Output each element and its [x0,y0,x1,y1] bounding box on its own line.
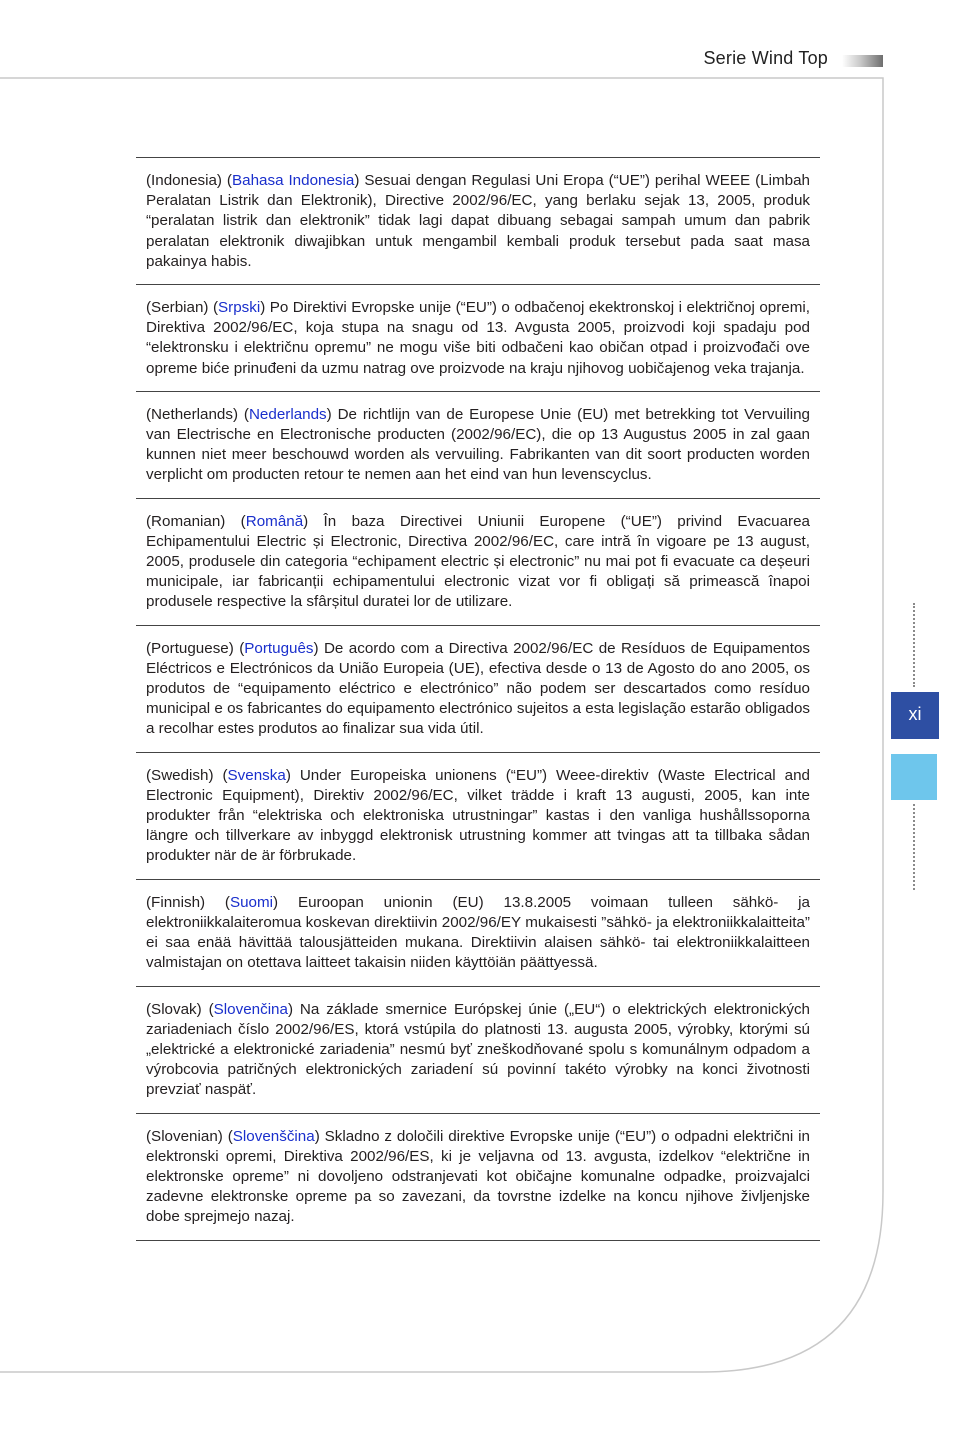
entry-prefix: (Portuguese) ( [146,639,245,657]
entry-prefix: (Netherlands) ( [146,405,249,423]
entry-text: ) Under Europeiska unionens (“EU”) Weee-direktiv (Waste Electrical and Electronic Equipment), Direktiv 2002/96/EC, vilket trädde i kraft 13 augusti, 2005, kan inte produkter från “elektriska och elektroniska utrustningar” kastas i den vanliga hushållssoporna längre och tillverkare av inbyggd elektronisk utrustning kommer att tvingas att ta tillbaka sådan produkter när de är förbrukade. [146,766,810,865]
entry-prefix: (Serbian) ( [146,299,218,317]
entry-romanian [136,499,820,626]
page-number-tab: xi [891,692,939,739]
entry-serbian [136,285,820,392]
entry-slovenian [136,1114,820,1241]
entry-text: ) Sesuai dengan Regulasi Uni Eropa (“UE”) perihal WEEE (Limbah Peralatan Listrik dan Elektronik), Directive 2002/96/EC, yang berlaku sejak 13, 2005, produk “peralatan listrik dan elektronik” tidak lagi dapat dibuang sebagai sampah umum dan pabrik peralatan elektronik diwajibkan untuk mengambil kembali produk tersebut pada saat masa pakainya habis. [146,172,810,270]
entry-text: ) Euroopan unionin (EU) 13.8.2005 voimaan tulleen sähkö- ja elektroniikkalaiteromua koskevan direktiivin 2002/96/EY mukaisesti ”sähkö- ja elektroniikkalaitteita” ei saa enää hävittää talousjätteiden mukana. Direktiivin alaisen sähkö- tai elektroniikkalaitteen valmistajan on otettava laitteet takaisin niiden käyttöiän päättyessä. [146,893,810,972]
side-dotted-line-bottom [913,804,915,890]
language-name: Slovenščina [232,1127,315,1145]
entry-text: ) De acordo com a Directiva 2002/96/EC de Resíduos de Equipamentos Eléctricos e Electrónicos da União Europeia (UE), efectiva desde o 13 de Agosto do ano 2005, os produtos de “equipamento eléctrico e electrónico” não podem ser descartados como resíduo municipal e os fabricantes do equipamento electrónico sujeitos a esta legislação estarão obligados a recolhar estes produtos ao finalizar sua vida útil. [146,639,810,738]
entry-prefix: (Slovak) ( [146,1000,214,1018]
entry-prefix: (Finnish) ( [146,893,230,911]
language-name: Nederlands [248,405,327,423]
entry-prefix: (Swedish) ( [146,766,228,784]
language-name: Suomi [229,893,274,911]
entry-prefix: (Indonesia) ( [146,172,232,189]
entry-text: ) Skladno z določili direktive Evropske unije (“EU”) o odpadni električni in elektronski opremi, Direktiva 2002/96/ES, ki je veljavna od 13. avgusta, izdelkov “električne in elektronske opreme” ni dovoljeno odstranjevati kot običajne komunalne odpadke, proizvajalci zadevne elektronske opreme pa so zavezani, da tovrstne izdelke na koncu njihove življenjske dobe sprejmejo nazaj. [146,1127,810,1226]
language-name: Português [244,639,314,657]
language-name: Slovenčina [213,1000,288,1018]
entry-portuguese [136,626,820,753]
entry-finnish [136,880,820,987]
entry-text: ) De richtlijn van de Europese Unie (EU) met betrekking tot Vervuiling van Electrische en Electronische producten (2002/96/EC), die op 13 Augustus 2005 in zal gaan kunnen niet meer beschouwd worden als vervuiling. Fabrikanten van dit soort producten worden verplicht om producten retour te nemen aan het eind van hun levenscyclus. [146,405,810,484]
weee-statements [136,157,820,1241]
entry-prefix: (Romanian) ( [146,512,246,530]
entry-text: ) Po Direktivi Evropske unije (“EU”) o odbačenoj ekektronskoj i električnoj opremi, Direktiva 2002/96/EC, koja stupa na snagu od 13. Avgusta 2005, proizvodi koji spadaju pod “elektronsku i električnu opremu” ne mogu više biti odbačeni kao običan otpad i proizvođači ove opreme biće prinuđeni da uzmu natrag ove proizvode na kraju njihovog uobičajenog veka trajanja. [146,299,810,377]
section-tab [891,754,937,800]
entry-text: ) În baza Directivei Uniunii Europene (“UE”) privind Evacuarea Echipamentului Electric și Electronic, Directiva 2002/96/EC, care intră în vigoare pe 13 august, 2005, produsele din categoria “echipament electric și electronic” nu mai pot fi evacuate ca deșeuri municipale, iar fabricanții echipamentului electronic vizat vor fi obligați să primească înapoi produsele respective la sfârșitul duratei lor de utilizare. [146,512,810,611]
header-gradient-bar [842,55,883,67]
entry-prefix: (Slovenian) ( [146,1127,233,1145]
language-name: Bahasa Indonesia [232,172,355,189]
entry-text: ) Na základe smernice Európskej únie („EU“) o elektrických elektronických zariadeniach číslo 2002/96/ES, ktorá vstúpila do platnosti 13. augusta 2005, výrobky, ktorými sú „elektrické a elektronické zariadenia” nesmú byť zneškodňované spolu s komunálnym odpadom a výrobcovia patričných elektronických zariadení sú povinní takéto výrobky na konci životnosti prevziať naspäť. [146,1000,810,1099]
entry-dutch [136,392,820,499]
language-name: Română [245,512,304,530]
header-title: Serie Wind Top [703,48,828,68]
entry-swedish [136,753,820,880]
side-dotted-line-top [913,603,915,687]
language-name: Svenska [227,766,286,784]
entry-slovak [136,987,820,1114]
entry-indonesian [136,158,820,285]
language-name: Srpski [218,299,261,317]
